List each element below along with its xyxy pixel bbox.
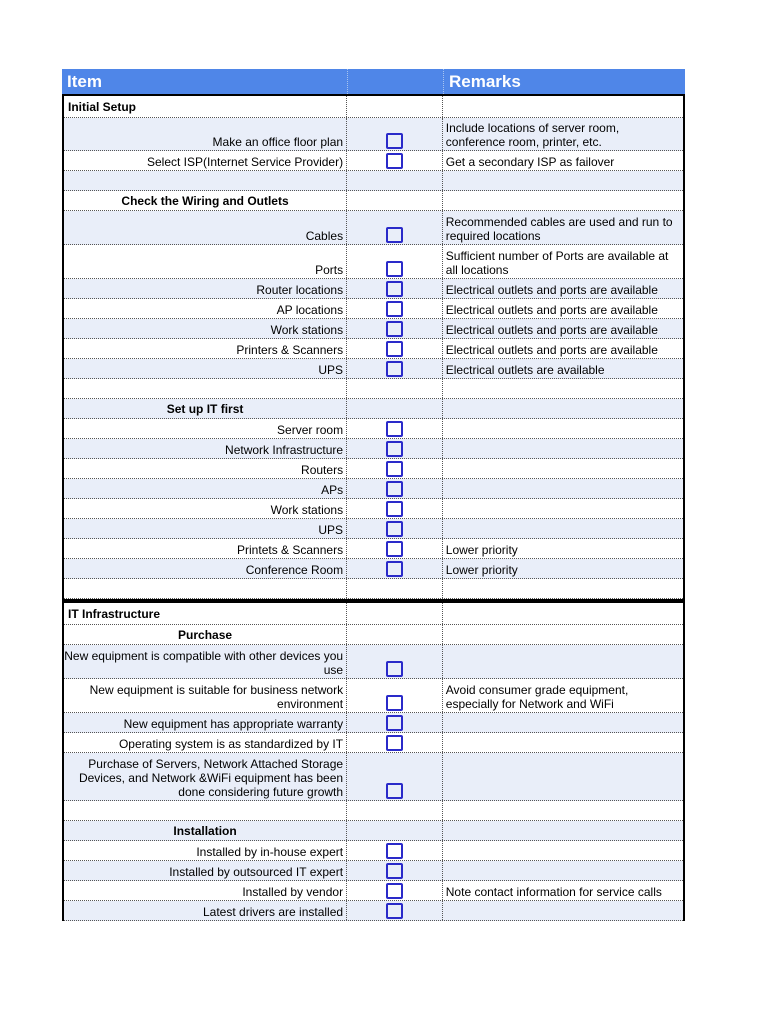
item-label: [64, 645, 347, 678]
item-text: Server room: [277, 423, 344, 437]
empty-cell: [347, 801, 443, 820]
remark-cell: [443, 539, 683, 558]
checkbox-cell: [347, 713, 443, 732]
subsection-row: [64, 399, 683, 419]
item-text: Latest drivers are installed: [203, 905, 344, 919]
checklist-row: [64, 211, 683, 245]
checklist-row: [64, 118, 683, 151]
subsection-title: Set up IT first: [64, 399, 347, 418]
item-text: Installed by in-house expert: [196, 845, 344, 859]
checkbox[interactable]: [386, 153, 403, 169]
item-text: Installed by outsourced IT expert: [169, 865, 344, 879]
section-title-check-cell: [347, 96, 443, 117]
subsection-title: Purchase: [64, 625, 347, 644]
item-text: Conference Room: [245, 563, 344, 577]
checklist-row: [64, 713, 683, 733]
remark-text: Sufficient number of Ports are available at all locations: [445, 249, 669, 277]
empty-cell: [443, 191, 683, 210]
empty-cell: [64, 171, 347, 190]
item-text: UPS: [318, 363, 344, 377]
checkbox-cell: [347, 499, 443, 518]
item-label: [64, 753, 347, 800]
remark-cell: [443, 519, 683, 538]
header-remarks: Remarks: [449, 72, 521, 91]
item-label: [64, 733, 347, 752]
checkbox-cell: [347, 881, 443, 900]
checkbox-cell: [347, 459, 443, 478]
checkbox[interactable]: [386, 133, 403, 149]
checklist-row: [64, 519, 683, 539]
section-title: Initial Setup: [64, 96, 347, 117]
checkbox-cell: [347, 299, 443, 318]
checklist-row: [64, 861, 683, 881]
checklist-row: [64, 245, 683, 279]
remark-cell: [443, 841, 683, 860]
item-text: New equipment is suitable for business network environment: [89, 683, 344, 711]
remark-text: Lower priority: [445, 543, 518, 557]
subsection-row: [64, 191, 683, 211]
blank-row: [64, 801, 683, 821]
checklist-row: [64, 299, 683, 319]
empty-cell: [443, 625, 683, 644]
checkbox-cell: [347, 479, 443, 498]
remark-cell: [443, 118, 683, 150]
item-text: Operating system is as standardized by IT: [118, 737, 344, 751]
checkbox[interactable]: [386, 561, 403, 577]
checkbox-cell: [347, 861, 443, 880]
remark-cell: [443, 359, 683, 378]
remark-cell: [443, 753, 683, 800]
checkbox-cell: [347, 211, 443, 244]
empty-cell: [347, 579, 443, 598]
checkbox[interactable]: [386, 843, 403, 859]
checkbox-cell: [347, 245, 443, 278]
checkbox[interactable]: [386, 441, 403, 457]
subsection-row: [64, 821, 683, 841]
item-text: Printets & Scanners: [237, 543, 344, 557]
empty-cell: [443, 821, 683, 840]
checkbox-cell: [347, 559, 443, 578]
section-title-row: [64, 603, 683, 625]
checkbox-cell: [347, 118, 443, 150]
checkbox[interactable]: [386, 301, 403, 317]
checkbox[interactable]: [386, 361, 403, 377]
remark-cell: [443, 151, 683, 170]
remark-cell: [443, 419, 683, 438]
checklist-row: [64, 279, 683, 299]
checklist-row: [64, 901, 683, 921]
checkbox[interactable]: [386, 661, 403, 677]
checklist-row: [64, 459, 683, 479]
item-label: [64, 901, 347, 920]
checkbox[interactable]: [386, 903, 403, 919]
item-label: [64, 559, 347, 578]
checkbox[interactable]: [386, 783, 403, 799]
empty-cell: [347, 821, 443, 840]
remark-text: Electrical outlets and ports are available: [445, 323, 658, 337]
checklist-row: [64, 479, 683, 499]
remark-cell: [443, 861, 683, 880]
checkbox-cell: [347, 519, 443, 538]
remark-cell: [443, 479, 683, 498]
item-text: New equipment is compatible with other devices you use: [64, 649, 344, 677]
subsection-title: Check the Wiring and Outlets: [64, 191, 347, 210]
item-text: Work stations: [270, 503, 344, 517]
checkbox[interactable]: [386, 735, 403, 751]
checkbox[interactable]: [386, 501, 403, 517]
blank-row: [64, 579, 683, 599]
remark-cell: [443, 901, 683, 920]
empty-cell: [347, 379, 443, 398]
remark-cell: [443, 245, 683, 278]
checklist-row: [64, 645, 683, 679]
item-label: [64, 881, 347, 900]
item-label: [64, 151, 347, 170]
subsection-row: [64, 625, 683, 645]
remark-text: Recommended cables are used and run to required locations: [445, 215, 673, 243]
checkbox[interactable]: [386, 421, 403, 437]
checklist-row: [64, 151, 683, 171]
item-label: [64, 539, 347, 558]
empty-cell: [347, 625, 443, 644]
checklist-row: [64, 339, 683, 359]
empty-cell: [443, 801, 683, 820]
remark-cell: [443, 319, 683, 338]
remark-text: Note contact information for service calls: [445, 885, 662, 899]
checklist-row: [64, 733, 683, 753]
remark-text: Avoid consumer grade equipment, especially for Network and WiFi: [445, 683, 629, 711]
item-text: Printers & Scanners: [236, 343, 344, 357]
remark-text: Get a secondary ISP as failover: [445, 155, 615, 169]
item-text: APs: [321, 483, 344, 497]
remark-cell: [443, 733, 683, 752]
section-title: IT Infrastructure: [64, 603, 347, 624]
section-it-infrastructure: [62, 601, 685, 921]
checkbox[interactable]: [386, 261, 403, 277]
empty-cell: [443, 399, 683, 418]
remark-cell: [443, 211, 683, 244]
item-label: [64, 861, 347, 880]
item-label: [64, 118, 347, 150]
checklist-sheet: [62, 69, 685, 921]
checklist-row: [64, 419, 683, 439]
checkbox[interactable]: [386, 715, 403, 731]
checkbox-cell: [347, 151, 443, 170]
item-label: [64, 841, 347, 860]
section-title-remark-cell: [443, 96, 683, 117]
remark-text: Electrical outlets and ports are available: [445, 283, 658, 297]
item-text: AP locations: [276, 303, 344, 317]
remark-cell: [443, 339, 683, 358]
checkbox[interactable]: [386, 883, 403, 899]
checkbox-cell: [347, 539, 443, 558]
item-text: Make an office floor plan: [212, 135, 344, 149]
checkbox-cell: [347, 359, 443, 378]
remark-text: Electrical outlets are available: [445, 363, 605, 377]
remark-text: Electrical outlets and ports are available: [445, 343, 658, 357]
empty-cell: [443, 171, 683, 190]
checkbox-cell: [347, 841, 443, 860]
item-text: UPS: [318, 523, 344, 537]
item-text: Cables: [305, 229, 344, 243]
checkbox-cell: [347, 279, 443, 298]
item-text: Ports: [315, 263, 344, 277]
checkbox[interactable]: [386, 321, 403, 337]
item-label: [64, 679, 347, 712]
remark-cell: [443, 439, 683, 458]
checkbox-cell: [347, 733, 443, 752]
item-label: [64, 211, 347, 244]
section-title-check-cell: [347, 603, 443, 624]
checkbox-cell: [347, 753, 443, 800]
blank-row: [64, 379, 683, 399]
item-text: Work stations: [270, 323, 344, 337]
section-initial-setup: [62, 94, 685, 601]
checklist-body: [62, 94, 685, 921]
remark-cell: [443, 881, 683, 900]
item-label: [64, 319, 347, 338]
checkbox-cell: [347, 901, 443, 920]
checkbox[interactable]: [386, 695, 403, 711]
section-title-remark-cell: [443, 603, 683, 624]
empty-cell: [64, 801, 347, 820]
item-label: [64, 245, 347, 278]
checkbox[interactable]: [386, 863, 403, 879]
remark-cell: [443, 559, 683, 578]
checkbox[interactable]: [386, 481, 403, 497]
checkbox[interactable]: [386, 541, 403, 557]
item-label: [64, 519, 347, 538]
empty-cell: [64, 379, 347, 398]
item-label: [64, 479, 347, 498]
item-text: Purchase of Servers, Network Attached Storage Devices, and Network &WiFi equipment has been done considering future growth: [78, 757, 344, 799]
subsection-title: Installation: [64, 821, 347, 840]
checkbox[interactable]: [386, 227, 403, 243]
checklist-row: [64, 499, 683, 519]
empty-cell: [64, 579, 347, 598]
remark-text: Electrical outlets and ports are available: [445, 303, 658, 317]
checklist-row: [64, 881, 683, 901]
item-label: [64, 299, 347, 318]
remark-cell: [443, 645, 683, 678]
checkbox-cell: [347, 439, 443, 458]
remark-cell: [443, 279, 683, 298]
header-check: [348, 69, 444, 94]
header-item: Item: [62, 69, 348, 94]
checkbox[interactable]: [386, 521, 403, 537]
item-label: [64, 419, 347, 438]
remark-cell: [443, 679, 683, 712]
item-label: [64, 359, 347, 378]
checkbox-cell: [347, 339, 443, 358]
item-text: Router locations: [256, 283, 344, 297]
item-text: Select ISP(Internet Service Provider): [147, 155, 344, 169]
checklist-row: [64, 439, 683, 459]
checklist-row: [64, 539, 683, 559]
checklist-row: [64, 841, 683, 861]
item-text: Installed by vendor: [242, 885, 344, 899]
checklist-row: [64, 559, 683, 579]
checkbox-cell: [347, 679, 443, 712]
remark-cell: [443, 299, 683, 318]
item-label: [64, 713, 347, 732]
checklist-row: [64, 753, 683, 801]
item-text: Routers: [301, 463, 344, 477]
checkbox[interactable]: [386, 341, 403, 357]
checklist-row: [64, 319, 683, 339]
item-text: Network Infrastructure: [225, 443, 344, 457]
empty-cell: [347, 399, 443, 418]
item-label: [64, 459, 347, 478]
empty-cell: [443, 379, 683, 398]
remark-text: Lower priority: [445, 563, 518, 577]
checklist-row: [64, 359, 683, 379]
checkbox-cell: [347, 419, 443, 438]
item-label: [64, 499, 347, 518]
checkbox[interactable]: [386, 281, 403, 297]
item-label: [64, 439, 347, 458]
table-header: [62, 69, 685, 94]
item-text: New equipment has appropriate warranty: [123, 717, 344, 731]
checklist-row: [64, 679, 683, 713]
remark-cell: [443, 499, 683, 518]
empty-cell: [347, 191, 443, 210]
section-title-row: [64, 96, 683, 118]
remark-text: Include locations of server room, conference room, printer, etc.: [445, 121, 620, 149]
checkbox[interactable]: [386, 461, 403, 477]
blank-row: [64, 171, 683, 191]
remark-cell: [443, 713, 683, 732]
item-label: [64, 339, 347, 358]
checkbox-cell: [347, 319, 443, 338]
empty-cell: [443, 579, 683, 598]
checkbox-cell: [347, 645, 443, 678]
empty-cell: [347, 171, 443, 190]
item-label: [64, 279, 347, 298]
remark-cell: [443, 459, 683, 478]
